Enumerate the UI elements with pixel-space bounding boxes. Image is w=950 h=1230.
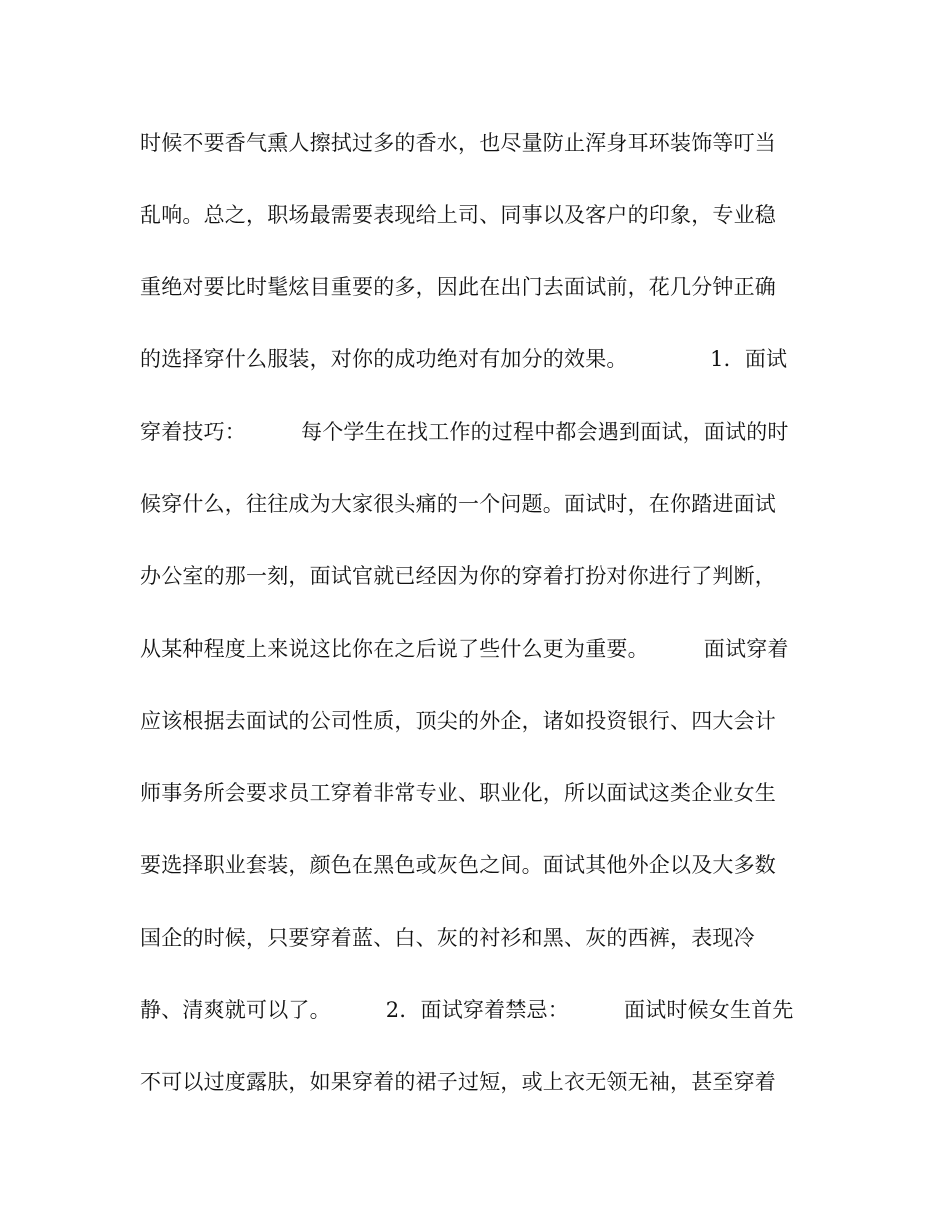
body-text-line: 从某种程度上来说这比你在之后说了些什么更为重要。 面试穿着 [140,637,789,661]
body-text-line: 要选择职业套装，颜色在黑色或灰色之间。面试其他外企以及大多数 [140,853,776,877]
body-text-line: 应该根据去面试的公司性质，顶尖的外企，诸如投资银行、四大会计 [140,709,776,733]
body-text-line: 时候不要香气熏人擦拭过多的香水，也尽量防止浑身耳环装饰等叮当 [140,131,776,155]
body-text-line: 师事务所会要求员工穿着非常专业、职业化，所以面试这类企业女生 [140,781,776,805]
body-text-line: 候穿什么，往往成为大家很头痛的一个问题。面试时，在你踏进面试 [140,492,776,516]
body-text-line: 办公室的那一刻，面试官就已经因为你的穿着打扮对你进行了判断， [140,564,776,588]
body-text-line: 不可以过度露肤，如果穿着的裙子过短，或上衣无领无袖，甚至穿着 [140,1070,776,1094]
body-text-line: 穿着技巧： 每个学生在找工作的过程中都会遇到面试，面试的时 [140,420,789,444]
body-text-line: 乱响。总之，职场最需要表现给上司、同事以及客户的印象，专业稳 [140,203,776,227]
body-text-line: 静、清爽就可以了。 2．面试穿着禁忌： 面试时候女生首先 [140,998,794,1022]
body-text-line: 重绝对要比时髦炫目重要的多，因此在出门去面试前，花几分钟正确 [140,275,776,299]
body-text-line: 国企的时候，只要穿着蓝、白、灰的衬衫和黑、灰的西裤，表现冷 [140,926,755,950]
body-text-line: 的选择穿什么服装，对你的成功绝对有加分的效果。 1．面试 [140,347,788,371]
